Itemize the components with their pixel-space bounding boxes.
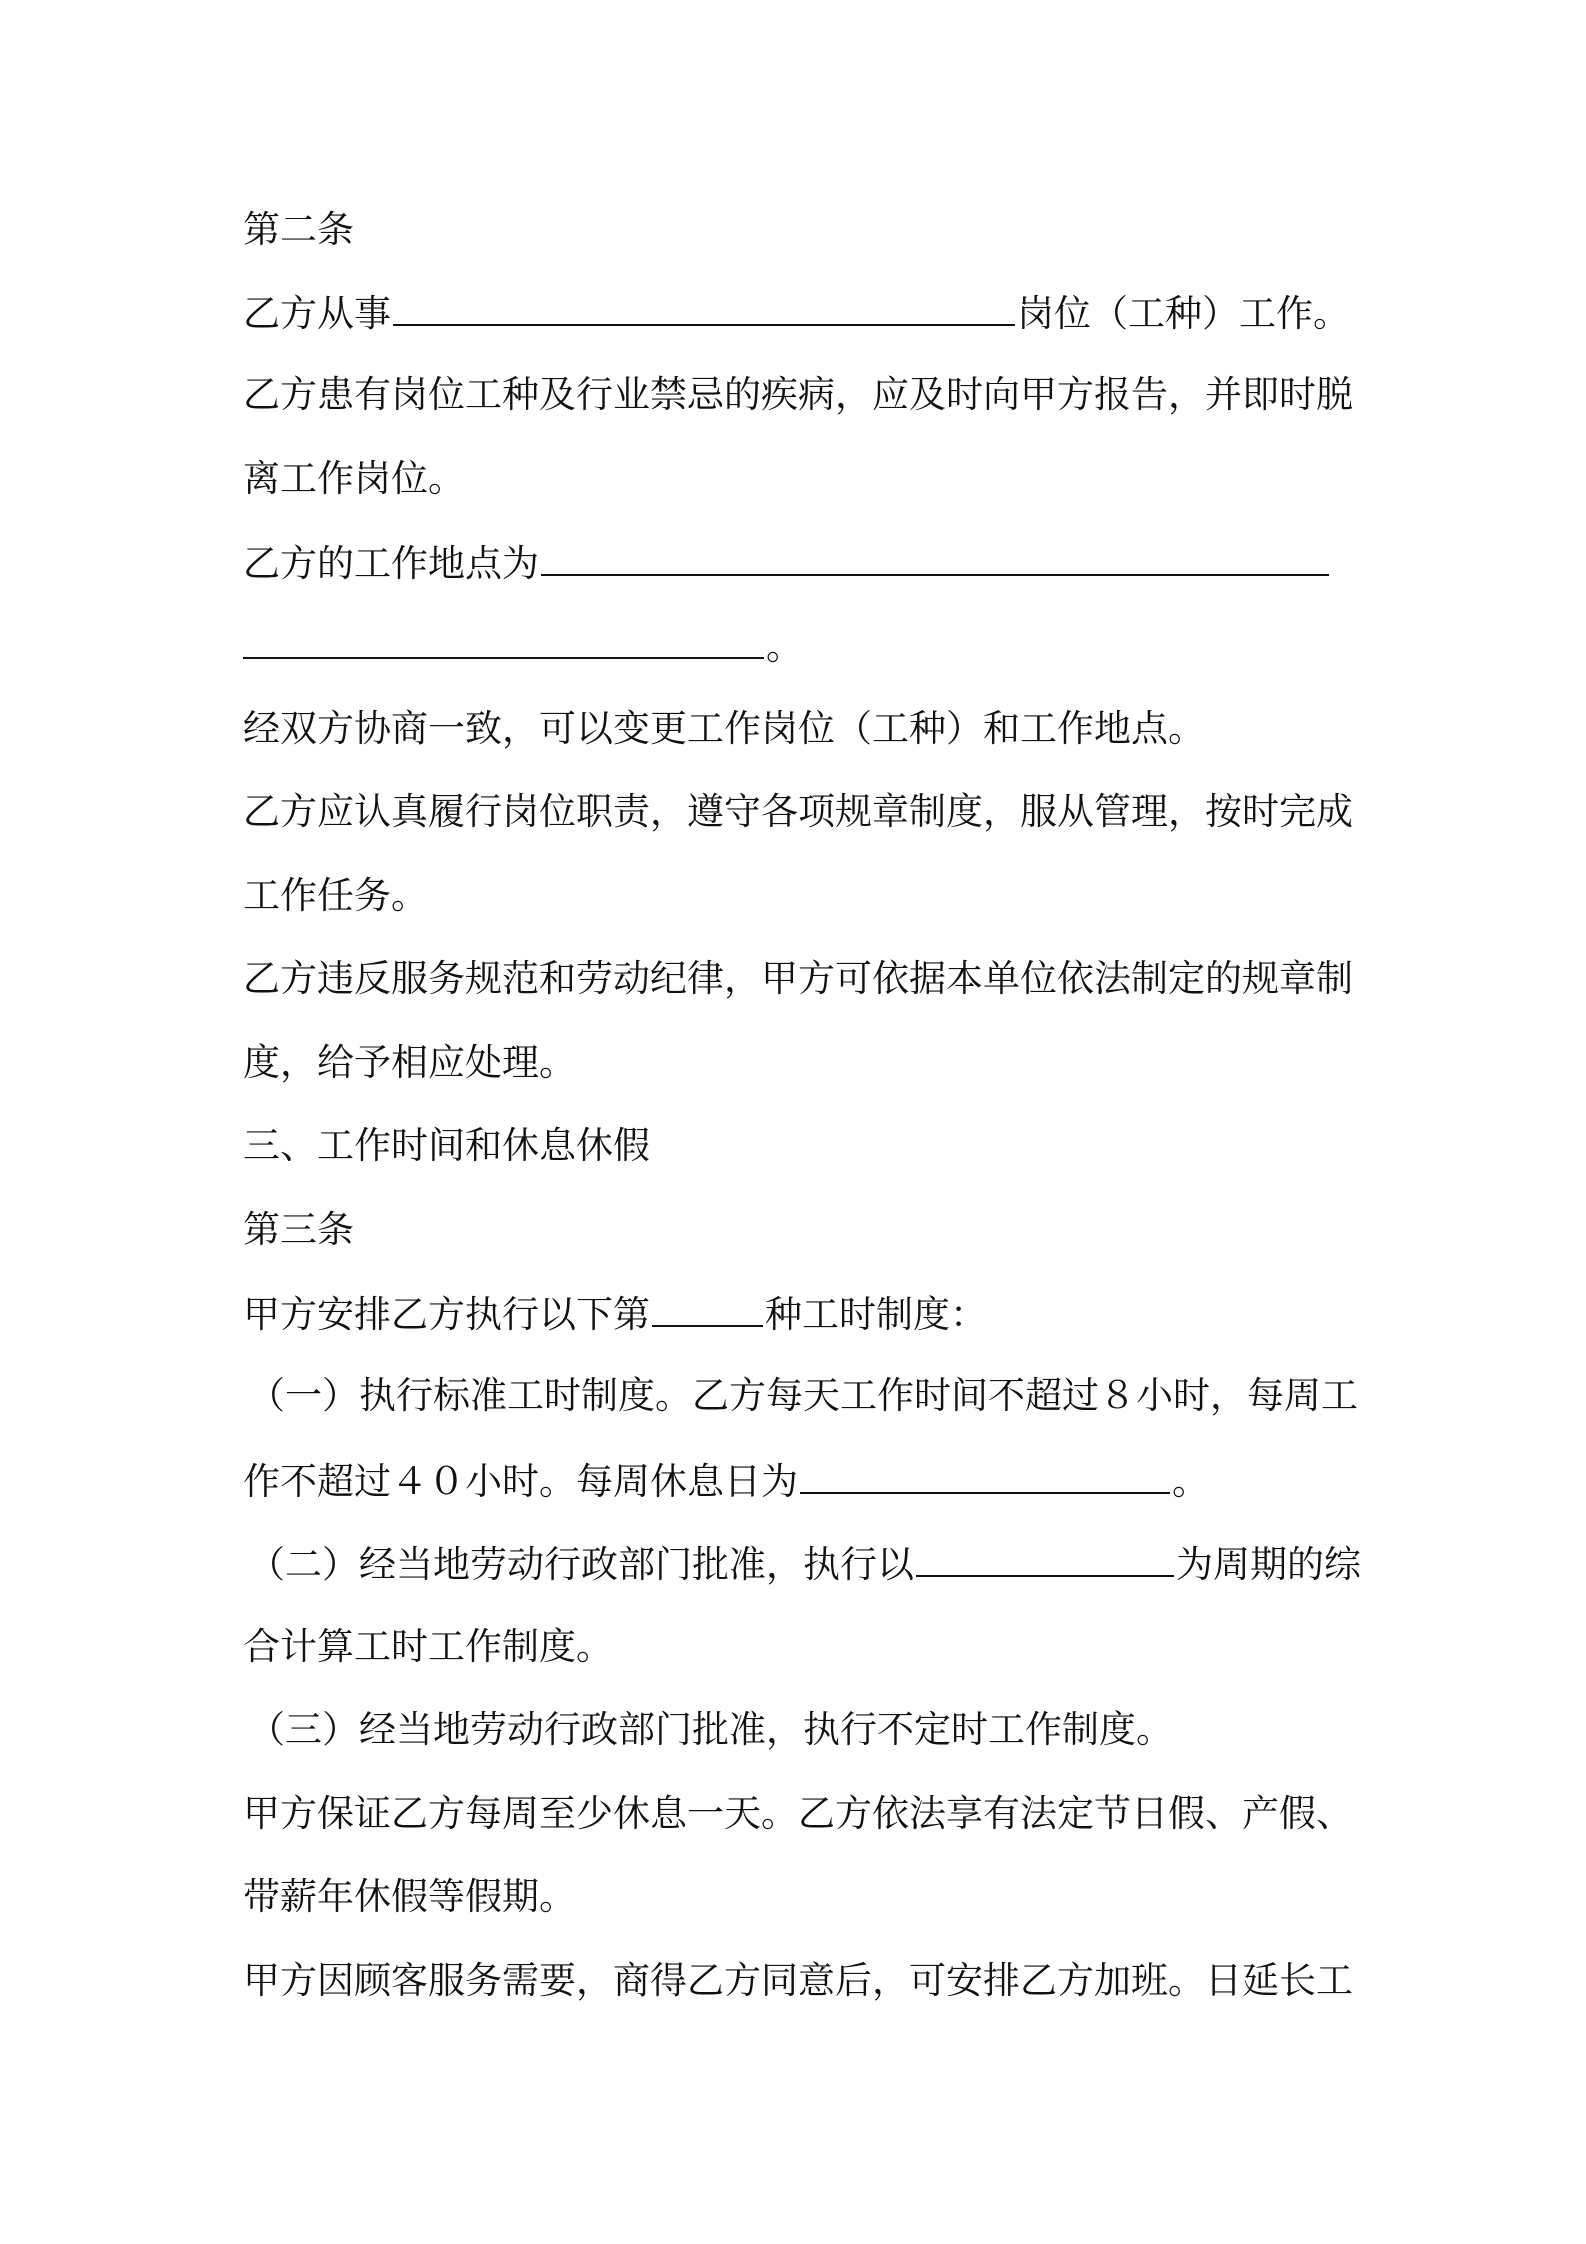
paragraph-line: 工作任务。 bbox=[243, 874, 428, 917]
paragraph-line: 乙方应认真履行岗位职责，遵守各项规章制度，服从管理，按时完成 bbox=[243, 790, 1353, 833]
work-hours-type-line: 甲方安排乙方执行以下第 种工时制度： bbox=[243, 1293, 987, 1336]
paragraph-line: 离工作岗位。 bbox=[243, 457, 465, 500]
work-location-continued-line: 。 bbox=[243, 623, 803, 669]
rest-day-line: 作不超过４０小时。每周休息日为 。 bbox=[243, 1460, 1209, 1503]
position-line: 乙方从事 岗位（工种）工作。 bbox=[243, 292, 1350, 335]
work-location-blank-2[interactable] bbox=[243, 623, 764, 659]
article-2-heading: 第二条 bbox=[243, 208, 354, 251]
paragraph-line: 乙方患有岗位工种及行业禁忌的疾病，应及时向甲方报告，并即时脱 bbox=[243, 373, 1353, 416]
paragraph-line: 带薪年休假等假期。 bbox=[243, 1875, 576, 1918]
article-3-heading: 第三条 bbox=[243, 1208, 354, 1251]
paragraph-line: 经双方协商一致，可以变更工作岗位（工种）和工作地点。 bbox=[243, 707, 1205, 750]
work-location-line: 乙方的工作地点为 bbox=[243, 540, 1331, 586]
paragraph-line: 合计算工时工作制度。 bbox=[243, 1625, 613, 1668]
paragraph-line: （一）执行标准工时制度。乙方每天工作时间不超过８小时，每周工 bbox=[248, 1374, 1358, 1417]
paragraph-line: 度，给予相应处理。 bbox=[243, 1041, 576, 1084]
paragraph-line: 甲方因顾客服务需要，商得乙方同意后，可安排乙方加班。日延长工 bbox=[243, 1959, 1353, 2002]
work-location-blank[interactable] bbox=[541, 540, 1329, 576]
paragraph-line: 乙方违反服务规范和劳动纪律，甲方可依据本单位依法制定的规章制 bbox=[243, 957, 1353, 1000]
position-blank[interactable] bbox=[393, 290, 1015, 326]
section-3-heading: 三、工作时间和休息休假 bbox=[243, 1124, 650, 1167]
paragraph-line: （三）经当地劳动行政部门批准，执行不定时工作制度。 bbox=[248, 1708, 1173, 1751]
paragraph-line: 甲方保证乙方每周至少休息一天。乙方依法享有法定节日假、产假、 bbox=[243, 1792, 1353, 1835]
rest-day-blank[interactable] bbox=[800, 1458, 1170, 1494]
comprehensive-hours-line: （二）经当地劳动行政部门批准，执行以 为周期的综 bbox=[248, 1543, 1361, 1586]
period-blank[interactable] bbox=[916, 1541, 1174, 1577]
work-hours-type-blank[interactable] bbox=[652, 1291, 763, 1327]
